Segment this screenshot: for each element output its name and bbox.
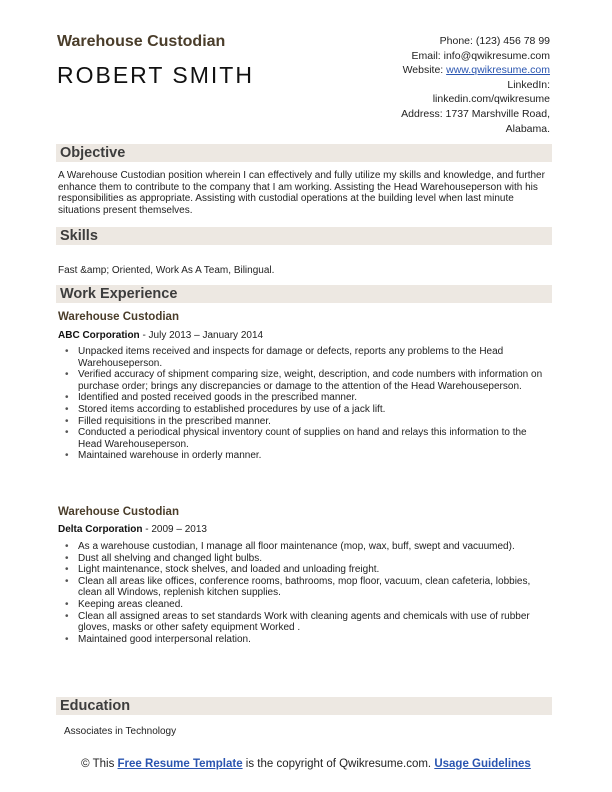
contact-phone: Phone: (123) 456 78 99 bbox=[439, 35, 550, 47]
contact-linkedin-value: linkedin.com/qwikresume bbox=[432, 93, 550, 106]
duty-item: • Filled requisitions in the prescribed manner. bbox=[58, 416, 548, 428]
work-heading: Work Experience bbox=[60, 286, 178, 302]
duty-item: • Maintained warehouse in orderly manner. bbox=[58, 450, 548, 462]
website-link[interactable]: www.qwikresume.com bbox=[446, 64, 550, 77]
education-heading: Education bbox=[60, 698, 131, 714]
duty-item: • Clean all assigned areas to set standards Work with cleaning agents and chemicals with use of rubber gloves, masks or other safety equipment Worked . bbox=[58, 611, 548, 634]
resume-job-title: Warehouse Custodian bbox=[57, 33, 226, 50]
duty-item: • Unpacked items received and inspects for damage or defects, reports any problems to the Head Warehouseperson. bbox=[58, 346, 548, 369]
skills-section-header bbox=[56, 227, 552, 245]
skills-text: Fast &amp; Oriented, Work As A Team, Bilingual. bbox=[58, 265, 275, 276]
duty-item: • Identified and posted received goods in the prescribed manner. bbox=[58, 392, 548, 404]
usage-guidelines-link[interactable]: Usage Guidelines bbox=[434, 758, 531, 770]
job-title-1: Warehouse Custodian bbox=[58, 311, 179, 323]
duty-list-2 bbox=[58, 541, 548, 645]
contact-linkedin-label: LinkedIn: bbox=[507, 78, 550, 91]
company-name-2: Delta Corporation bbox=[58, 524, 143, 535]
duty-item: • As a warehouse custodian, I manage all floor maintenance (mop, wax, buff, swept and vacuumed). bbox=[58, 541, 548, 553]
duty-item: • Keeping areas cleaned. bbox=[58, 599, 548, 611]
skills-heading: Skills bbox=[60, 228, 98, 244]
duty-item: • Maintained good interpersonal relation. bbox=[58, 634, 548, 646]
job-company-line-1 bbox=[58, 330, 263, 341]
duty-item: • Light maintenance, stock shelves, and loaded and unloading freight. bbox=[58, 564, 548, 576]
company-name-1: ABC Corporation bbox=[58, 330, 140, 341]
duty-item: • Verified accuracy of shipment comparing size, weight, description, and code numbers with information on purchase order; brings any discrepancies or damage to the attention of the Head Warehouseperson. bbox=[58, 369, 548, 392]
objective-text: A Warehouse Custodian position wherein I can effectively and fully utilize my skills and knowledge, and further enhance them to contribute to the company that I am working. Assisting the Head Warehouseperson with his responsibilities as appropriate. Assisting with custodial operations at the building level when last minute situations present themselves. bbox=[58, 170, 545, 216]
duty-item: • Clean all areas like offices, conference rooms, bathrooms, mop floor, vacuum, clean cafeteria, lobbies, clean all Windows, replenish kitchen supplies. bbox=[58, 576, 548, 599]
duty-item: • Conducted a periodical physical inventory count of supplies on hand and relays this information to the Head Warehouseperson. bbox=[58, 427, 548, 450]
objective-section-header bbox=[56, 144, 552, 162]
website-label: Website: bbox=[402, 64, 447, 77]
job-company-line-2 bbox=[58, 524, 207, 535]
contact-email: Email: info@qwikresume.com bbox=[411, 49, 550, 62]
duty-item: • Dust all shelving and changed light bulbs. bbox=[58, 553, 548, 565]
education-text: Associates in Technology bbox=[64, 726, 177, 737]
education-section-header bbox=[56, 697, 552, 715]
footer-prefix: © This bbox=[81, 758, 118, 770]
footer-middle: is the copyright of Qwikresume.com. bbox=[242, 758, 435, 770]
work-section-header bbox=[56, 285, 552, 303]
contact-website bbox=[310, 63, 550, 78]
job-dates-1: - July 2013 – January 2014 bbox=[139, 330, 264, 341]
objective-heading: Objective bbox=[60, 145, 126, 161]
contact-address-line1: Address: 1737 Marshville Road, bbox=[401, 107, 550, 120]
candidate-name: ROBERT SMITH bbox=[57, 62, 254, 88]
free-resume-template-link[interactable]: Free Resume Template bbox=[117, 758, 243, 770]
contact-address-line2: Alabama. bbox=[505, 122, 550, 135]
job-title-2: Warehouse Custodian bbox=[58, 506, 179, 518]
job-dates-2: - 2009 – 2013 bbox=[142, 524, 207, 535]
duty-list-1 bbox=[58, 346, 548, 462]
footer-copyright bbox=[56, 758, 556, 771]
contact-block bbox=[310, 34, 550, 136]
duty-item: • Stored items according to established procedures by use of a jack lift. bbox=[58, 404, 548, 416]
